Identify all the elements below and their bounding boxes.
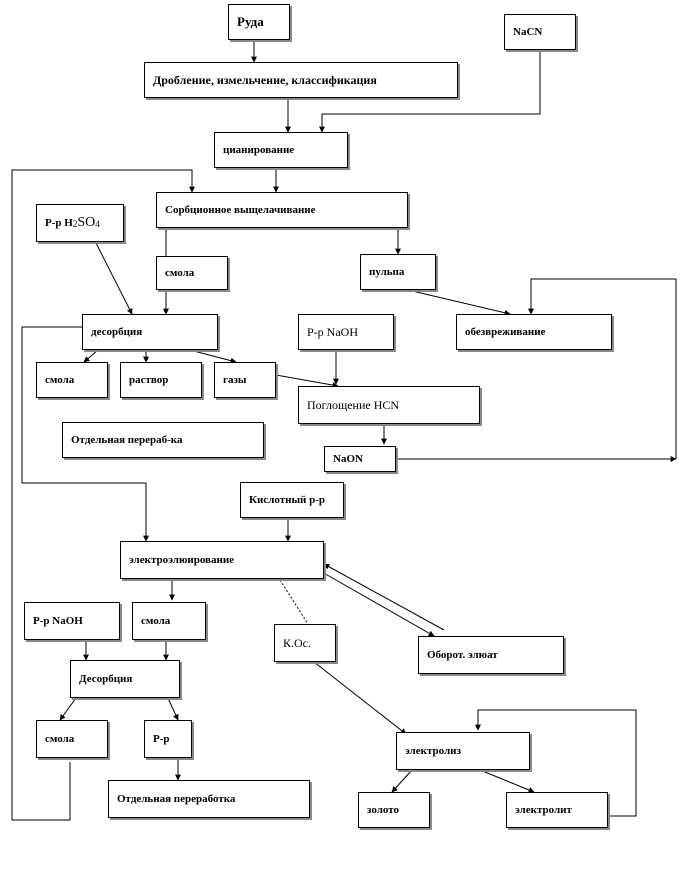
label-gold: золото xyxy=(367,804,399,816)
node-pulp xyxy=(360,254,436,290)
node-acid-solution xyxy=(240,482,344,518)
node-sorption xyxy=(156,192,408,228)
node-koc xyxy=(274,624,336,662)
node-gold xyxy=(358,792,430,828)
label-naoh-2: Р-р NaOH xyxy=(33,615,83,627)
node-separate-processing xyxy=(108,780,310,818)
label-hcn-absorption: Поглощение HCN xyxy=(307,397,400,412)
label-nacn: NaCN xyxy=(513,26,543,38)
label-separate-processing: Отдельная переработка xyxy=(117,793,236,805)
label-acid-solution: Кислотный р-р xyxy=(249,494,326,506)
arrow-electrolysis-electrolyte xyxy=(480,770,534,792)
node-naoh-2 xyxy=(24,602,120,640)
label-naoh-1: Р-р NaOH xyxy=(307,324,358,339)
arrow-koc-electrolysis xyxy=(314,662,406,734)
label-crushing: Дробление, измельчение, классификация xyxy=(153,72,377,87)
arrow-desorption-resin2 xyxy=(84,350,98,362)
node-desorption-2 xyxy=(70,660,180,698)
label-koc: К.Ос. xyxy=(283,635,311,650)
arrow-electrolysis-gold xyxy=(392,770,412,792)
loop-neutralization xyxy=(531,279,676,459)
node-h2so4 xyxy=(36,204,124,242)
arrow-electroelution-eluate xyxy=(322,572,434,636)
node-rr xyxy=(144,720,192,758)
label-gases: газы xyxy=(223,374,247,386)
node-electrolysis xyxy=(396,732,530,770)
label-desorption-1: десорбция xyxy=(91,326,143,338)
node-solution xyxy=(120,362,202,398)
node-separate-processing-short xyxy=(62,422,264,458)
node-naoh-1 xyxy=(298,314,394,350)
arrow-desorption-rr xyxy=(168,698,178,720)
label-electroelution: электроэлюирование xyxy=(129,554,235,566)
arrow-pulp-neutralization xyxy=(408,290,510,314)
label-electrolysis: электролиз xyxy=(405,745,461,757)
node-resin-2 xyxy=(36,362,108,398)
node-resin-3 xyxy=(132,602,206,640)
dashed-electroelution-koc xyxy=(280,580,308,624)
label-solution: раствор xyxy=(129,374,169,386)
label-pulp: пульпа xyxy=(369,266,405,278)
node-desorption-1 xyxy=(82,314,218,350)
arrow-desorption-gases xyxy=(190,350,236,362)
label-resin-3: смола xyxy=(141,615,171,627)
node-cyanidation xyxy=(214,132,348,168)
label-h2so4: Р-р H2SO4 xyxy=(45,215,100,230)
label-neutralization: обезвреживание xyxy=(465,326,546,338)
node-resin-1 xyxy=(156,256,228,290)
arrow-desorption-resin4 xyxy=(60,698,76,720)
arrow-h2so4-desorption xyxy=(96,243,132,314)
node-ore xyxy=(228,4,290,40)
label-resin-1: смола xyxy=(165,267,195,279)
arrow-eluate-electroelution xyxy=(324,564,444,630)
label-naon: NaON xyxy=(333,453,363,465)
node-recycled-eluate xyxy=(418,636,564,674)
label-separate-processing-short: Отдельная перераб-ка xyxy=(71,434,183,446)
label-electrolyte: электролит xyxy=(515,804,572,816)
label-ore: Руда xyxy=(237,14,264,29)
node-electrolyte xyxy=(506,792,608,828)
node-electroelution xyxy=(120,541,324,579)
label-resin-4: смола xyxy=(45,733,75,745)
label-sorption: Сорбционное выщелачивание xyxy=(165,204,316,216)
node-naon xyxy=(324,446,396,472)
node-resin-4 xyxy=(36,720,108,758)
label-resin-2: смола xyxy=(45,374,75,386)
node-neutralization xyxy=(456,314,612,350)
label-rr: Р-р xyxy=(153,733,170,745)
node-crushing xyxy=(144,62,458,98)
node-gases xyxy=(214,362,276,398)
label-recycled-eluate: Оборот. элюат xyxy=(427,649,498,661)
arrow-gases-hcn xyxy=(276,375,338,386)
node-nacn xyxy=(504,14,576,50)
label-desorption-2: Десорбция xyxy=(79,673,133,685)
node-hcn-absorption xyxy=(298,386,480,424)
label-cyanidation: цианирование xyxy=(223,144,295,156)
